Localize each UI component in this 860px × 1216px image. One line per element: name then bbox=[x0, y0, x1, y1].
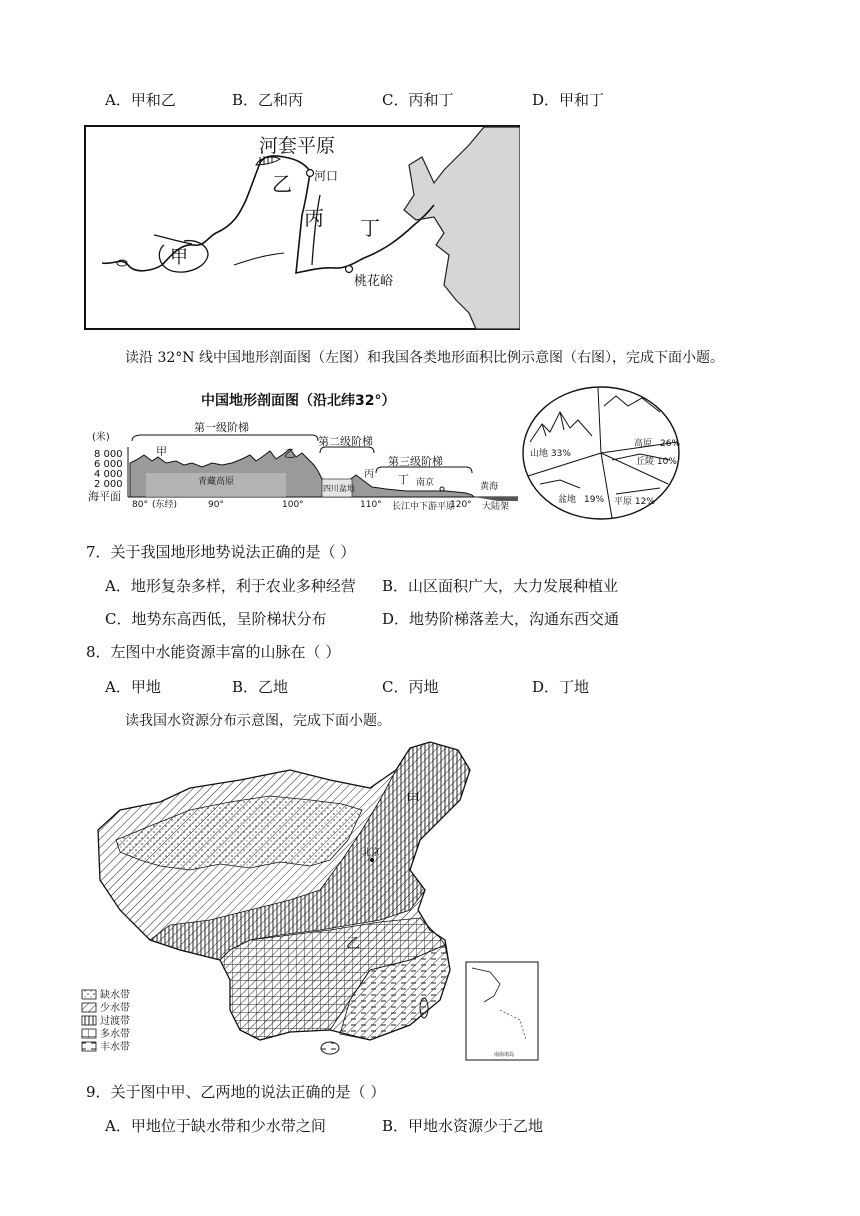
q6-option-c: C．丙和丁 bbox=[382, 91, 454, 109]
pie-mountain: 山地 33% bbox=[530, 449, 571, 459]
nanjing-label: 南京 bbox=[416, 478, 435, 488]
hekou-label: 河口 bbox=[314, 169, 339, 183]
hetao-plain-label: 河套平原 bbox=[259, 135, 336, 157]
sichuan-label: 四川盆地 bbox=[323, 484, 355, 493]
x-tick-90: 90° bbox=[208, 500, 224, 510]
pie-hill: 丘陵 10% bbox=[636, 457, 677, 467]
step2-label: 第二级阶梯 bbox=[318, 435, 373, 448]
pie-basin: 盆地 bbox=[558, 495, 577, 505]
landform-pie-figure bbox=[520, 384, 682, 522]
pie-basin-pct: 19% bbox=[584, 495, 605, 505]
q9-option-a: A．甲地位于缺水带和少水带之间 bbox=[105, 1117, 326, 1135]
x-tick-100: 100° bbox=[282, 500, 304, 510]
q7-option-a: A．地形复杂多样，利于农业多种经营 bbox=[105, 577, 356, 595]
beijing-label: 北京 bbox=[362, 848, 381, 858]
q9-stem: 9．关于图中甲、乙两地的说法正确的是（ ） bbox=[86, 1083, 386, 1101]
q6-option-a: A．甲和乙 bbox=[105, 91, 176, 109]
y-tick-sea-level: 海平面 bbox=[88, 490, 121, 503]
yellow-sea-label: 黄海 bbox=[480, 482, 499, 492]
map1-bing-label: 丙 bbox=[304, 206, 324, 230]
map1-yi-label: 乙 bbox=[272, 172, 292, 196]
qingzang-label: 青藏高原 bbox=[198, 477, 235, 487]
shelf-label: 大陆架 bbox=[482, 502, 510, 512]
q6-option-b: B．乙和丙 bbox=[232, 91, 304, 109]
inset-caption: 南海诸岛 bbox=[494, 1052, 515, 1058]
q7-option-d: D．地势阶梯落差大，沟通东西交通 bbox=[382, 610, 620, 628]
x-tick-80: 80° bbox=[132, 500, 148, 510]
map1-jia-label: 甲 bbox=[170, 247, 188, 268]
y-tick-6000: 6 000 bbox=[94, 459, 123, 470]
profile-ding: 丁 bbox=[398, 473, 409, 486]
q7-option-c: C．地势东高西低，呈阶梯状分布 bbox=[105, 610, 327, 628]
water-resource-map bbox=[80, 740, 544, 1065]
plain-label: 长江中下游平原 bbox=[392, 502, 456, 512]
step3-label: 第三级阶梯 bbox=[388, 455, 443, 468]
pie-plateau: 高原 bbox=[634, 439, 653, 449]
q7-stem: 7．关于我国地形地势说法正确的是（ ） bbox=[86, 543, 356, 561]
taohuayu-label: 桃花峪 bbox=[354, 274, 394, 289]
q6-option-d: D．甲和丁 bbox=[532, 91, 605, 109]
legend-abundant: 丰水带 bbox=[100, 1042, 130, 1053]
intro-7-8: 读沿 32°N 线中国地形剖面图（左图）和我国各类地形面积比例示意图（右图），完成下面小题。 bbox=[125, 350, 724, 366]
water-legend bbox=[82, 988, 130, 1053]
legend-much: 多水带 bbox=[100, 1029, 130, 1040]
legend-dry: 缺水带 bbox=[100, 990, 130, 1001]
step1-label: 第一级阶梯 bbox=[194, 421, 249, 434]
x-tick-110: 110° bbox=[360, 500, 382, 510]
y-tick-8000: 8 000 bbox=[94, 449, 123, 460]
q8-stem: 8．左图中水能资源丰富的山脉在（ ） bbox=[86, 643, 341, 661]
q8-option-c: C．丙地 bbox=[382, 678, 439, 696]
water-map-yi: 乙 bbox=[346, 936, 360, 952]
q9-option-b: B．甲地水资源少于乙地 bbox=[382, 1117, 544, 1135]
q7-option-b: B．山区面积广大，大力发展种植业 bbox=[382, 577, 619, 595]
yellow-river-map bbox=[84, 125, 520, 330]
y-tick-2000: 2 000 bbox=[94, 479, 123, 490]
profile-yi: 乙 bbox=[284, 447, 295, 460]
legend-transition: 过渡带 bbox=[100, 1016, 130, 1027]
profile-bing: 丙 bbox=[364, 469, 374, 480]
q8-option-a: A．甲地 bbox=[105, 678, 161, 696]
intro-9: 读我国水资源分布示意图，完成下面小题。 bbox=[125, 713, 391, 729]
pie-plateau-pct: 26% bbox=[660, 439, 681, 449]
q8-option-d: D．丁地 bbox=[532, 678, 590, 696]
profile-jia: 甲 bbox=[156, 445, 167, 458]
pie-plain: 平原 12% bbox=[614, 497, 655, 507]
profile-title: 中国地形剖面图（沿北纬32°） bbox=[201, 393, 396, 409]
x-tick-120: 120° bbox=[450, 500, 472, 510]
water-map-jia: 甲 bbox=[406, 792, 420, 808]
y-tick-4000: 4 000 bbox=[94, 469, 123, 480]
terrain-profile-figure bbox=[86, 385, 518, 515]
x-tick-dongjing: (东经) bbox=[152, 500, 178, 510]
legend-less: 少水带 bbox=[100, 1003, 130, 1014]
map1-ding-label: 丁 bbox=[360, 216, 380, 240]
q8-option-b: B．乙地 bbox=[232, 678, 289, 696]
profile-unit: (米) bbox=[92, 432, 110, 443]
